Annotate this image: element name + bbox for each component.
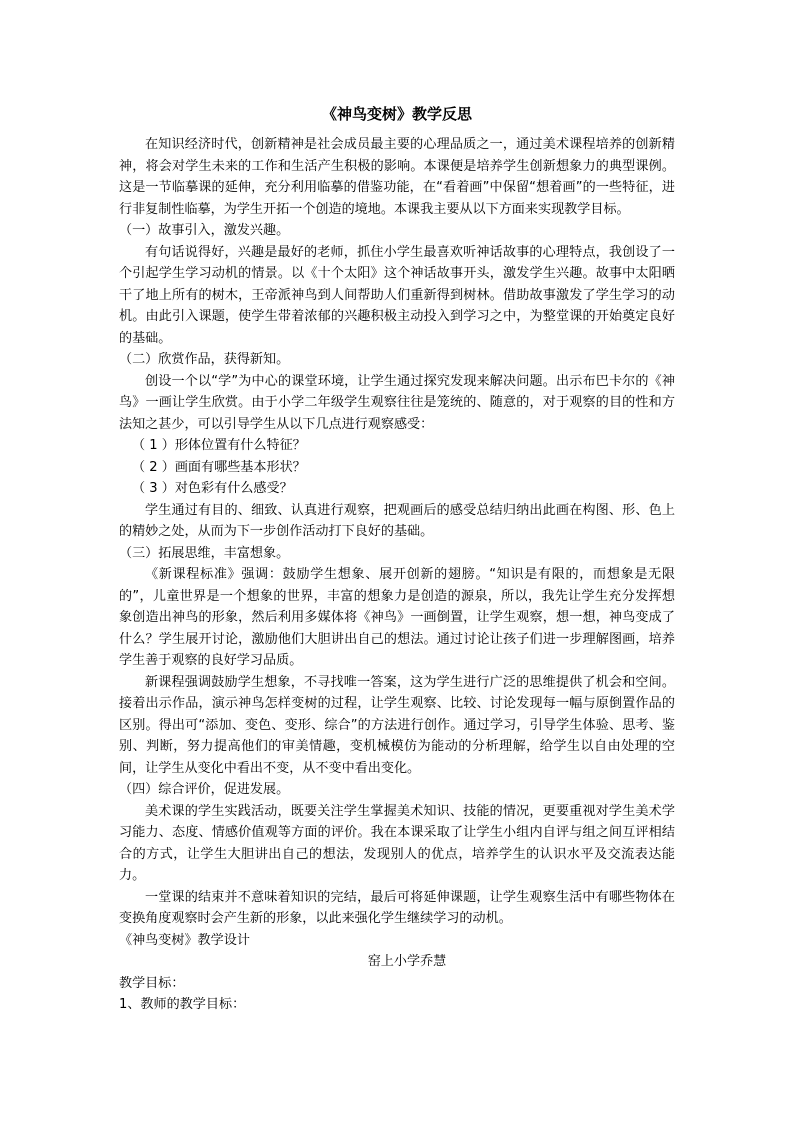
section-3-paragraph-1: 《新课程标准》强调：鼓励学生想象、展开创新的翅膀。“知识是有限的，而想象是无限的”，儿童世界是一个想象的世界，丰富的想象力是创造的源泉，所以，我先让学生充分发挥想象创造出神鸟的形象，然后利用多媒体将《神鸟》一画倒置，让学生观察，想一想，神鸟变成了什么？学生展开讨论，激励他们大胆讲出自己的想法。通过讨论让孩子们进一步理解图画，培养学生善于观察的良好学习品质。 — [119, 567, 675, 668]
author-line: 窑上小学乔慧 — [367, 954, 447, 969]
section-2-question-1: （ 1 ）形体位置有什么特征？ — [132, 438, 306, 453]
section-heading-1: （一）故事引入，激发兴趣。 — [119, 223, 290, 238]
intro-paragraph: 在知识经济时代，创新精神是社会成员最主要的心理品质之一，通过美术课程培养的创新精神，将会对学生未来的工作和生活产生积极的影响。本课便是培养学生创新想象力的典型课例。这是一节临摹课的延伸，充分利用临摹的借鉴功能，在“看着画”中保留“想着画”的一些特征，进行非复制性临摹，为学生开拓一个创造的境地。本课我主要从以下方面来实现教学目标。 — [119, 137, 675, 217]
design-title: 《神鸟变树》教学设计 — [119, 932, 250, 948]
section-heading-3: （三）拓展思维，丰富想象。 — [119, 545, 290, 561]
section-1-paragraph-1: 有句话说得好，兴趣是最好的老师，抓住小学生最喜欢听神话故事的心理特点，我创设了一个引起学生学习动机的情景。以《十个太阳》这个神话故事开头，激发学生兴趣。故事中太阳晒干了地上所有的树木，王帝派神鸟到人间帮助人们重新得到树林。借助故事激发了学生学习的动机。由此引入课题，使学生带着浓郁的兴趣积极主动投入到学习之中，为整堂课的开始奠定良好的基础。 — [119, 244, 675, 346]
section-2-paragraph-2: 学生通过有目的、细致、认真进行观察，把观画后的感受总结归纳出此画在构图、形、色上的精妙之处，从而为下一步创作活动打下良好的基础。 — [119, 502, 675, 539]
section-2-question-3: （ 3 ）对色彩有什么感受？ — [132, 481, 293, 496]
section-3-paragraph-2: 新课程强调鼓励学生想象，不寻找唯一答案，这为学生进行广泛的思维提供了机会和空间。接着出示作品，演示神鸟怎样变树的过程，让学生观察、比较、讨论发现每一幅与原倒置作品的区别。得出可“添加、变色、变形、综合”的方法进行创作。通过学习，引导学生体验、思考、鉴别、判断，努力提高他们的审美情趣，变机械模仿为能动的分析理解，给学生以自由处理的空间，让学生从变化中看出不变，从不变中看出变化。 — [119, 674, 675, 776]
section-4-paragraph-1: 美术课的学生实践活动，既要关注学生掌握美术知识、技能的情况，更要重视对学生美术学习能力、态度、情感价值观等方面的评价。我在本课采取了让学生小组内自评与组之间互评相结合的方式，让学生大胆讲出自己的想法，发现别人的优点，培养学生的认识水平及交流表达能力。 — [119, 803, 675, 883]
document-body — [119, 104, 675, 1016]
section-2-question-2: （ 2 ）画面有哪些基本形状？ — [132, 459, 306, 475]
goal-item-1: 1、教师的教学目标： — [119, 997, 246, 1012]
section-4-paragraph-2: 一堂课的结束并不意味着知识的完结，最后可将延伸课题，让学生观察生活中有哪些物体在变换角度观察时会产生新的形象，以此来强化学生继续学习的动机。 — [119, 889, 675, 926]
section-heading-4: （四）综合评价，促进发展。 — [119, 782, 290, 797]
section-2-paragraph-1: 创设一个以“学”为中心的课堂环境，让学生通过探究发现来解决问题。出示布巴卡尔的《神鸟》一画让学生欣赏。由于小学二年级学生观察往往是笼统的、随意的，对于观察的目的性和方法知之甚少，可以引导学生从以下几点进行观察感受： — [119, 373, 675, 432]
section-heading-2: （二）欣赏作品，获得新知。 — [119, 352, 290, 367]
document-title: 《神鸟变树》教学反思 — [321, 105, 472, 123]
goal-heading: 教学目标： — [119, 975, 185, 991]
